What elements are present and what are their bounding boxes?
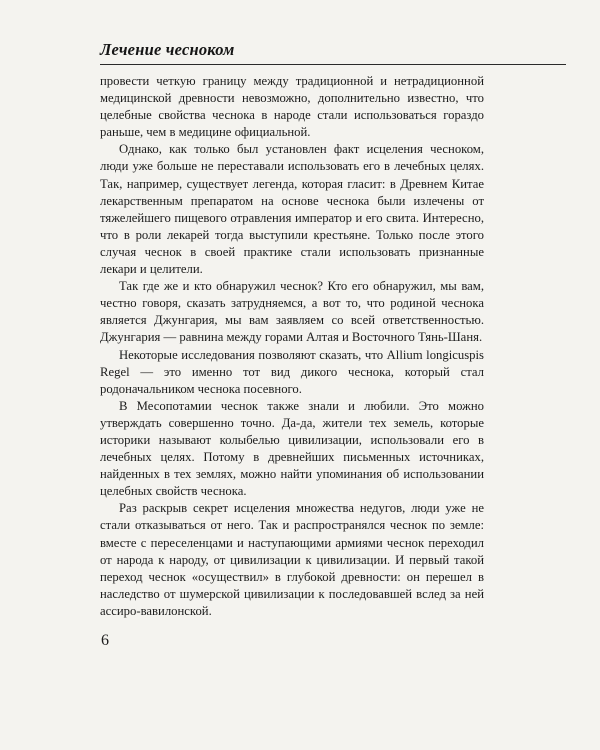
paragraph: Однако, как только был установлен факт исцеления чесноком, люди уже больше не переставали использовать его в лечебных целях. Так, например, существует легенда, которая гласит: в Древнем Китае лекарственным препаратом на основе чеснока были излечены от тяжелейшего пищевого отравления император и его свита. Интересно, что в роли лекарей тогда выступили крестьяне. Только после этого случая чеснок в своей практике стали использовать признанные лекари и целители. xyxy=(100,142,484,277)
paragraph: Раз раскрыв секрет исцеления множества недугов, люди уже не стали отказываться от него. Так и распространялся чеснок по земле: вместе с переселенцами и наступающими армиями чеснок переходил от народа к народу, от цивилизации к цивилизации. И первый такой переход чеснок «осуществил» в глубокой древности: он перешел в наследство от шумерской цивилизации к последовавшей вслед за ней ассиро-вавилонской. xyxy=(100,501,484,618)
paragraph-continued: провести четкую границу между традиционной и нетрадиционной медицинской древности невозможно, дополнительно известно, что целебные свойства чеснока в народе стали использоваться гораздо раньше, чем в медицине официальной. xyxy=(100,74,484,140)
paragraph: В Месопотамии чеснок также знали и любили. Это можно утверждать совершенно точно. Да-да, жители тех земель, которые историки называют колыбелью цивилизации, использовали его в лечебных целях. Потому в древнейших письменных источниках, найденных в тех землях, можно найти упоминания об использовании целебных свойств чеснока. xyxy=(100,398,484,499)
header-rule xyxy=(100,64,566,65)
paragraph: Некоторые исследования позволяют сказать, что Allium longicuspis Regel — это именно тот вид дикого чеснока, который стал родоначальником чеснока посевного. xyxy=(100,347,484,396)
body-text xyxy=(100,73,484,620)
running-header-title: Лечение чесноком xyxy=(100,40,235,59)
paragraph: Так где же и кто обнаружил чеснок? Кто его обнаружил, мы вам, честно говоря, сказать затрудняемся, а вот то, что родиной чеснока является Джунгария, мы вам заявляем со всей ответственностью. Джунгария — равнина между горами Алтая и Восточного Тянь-Шаня. xyxy=(100,279,484,345)
page-number: 6 xyxy=(101,632,109,649)
